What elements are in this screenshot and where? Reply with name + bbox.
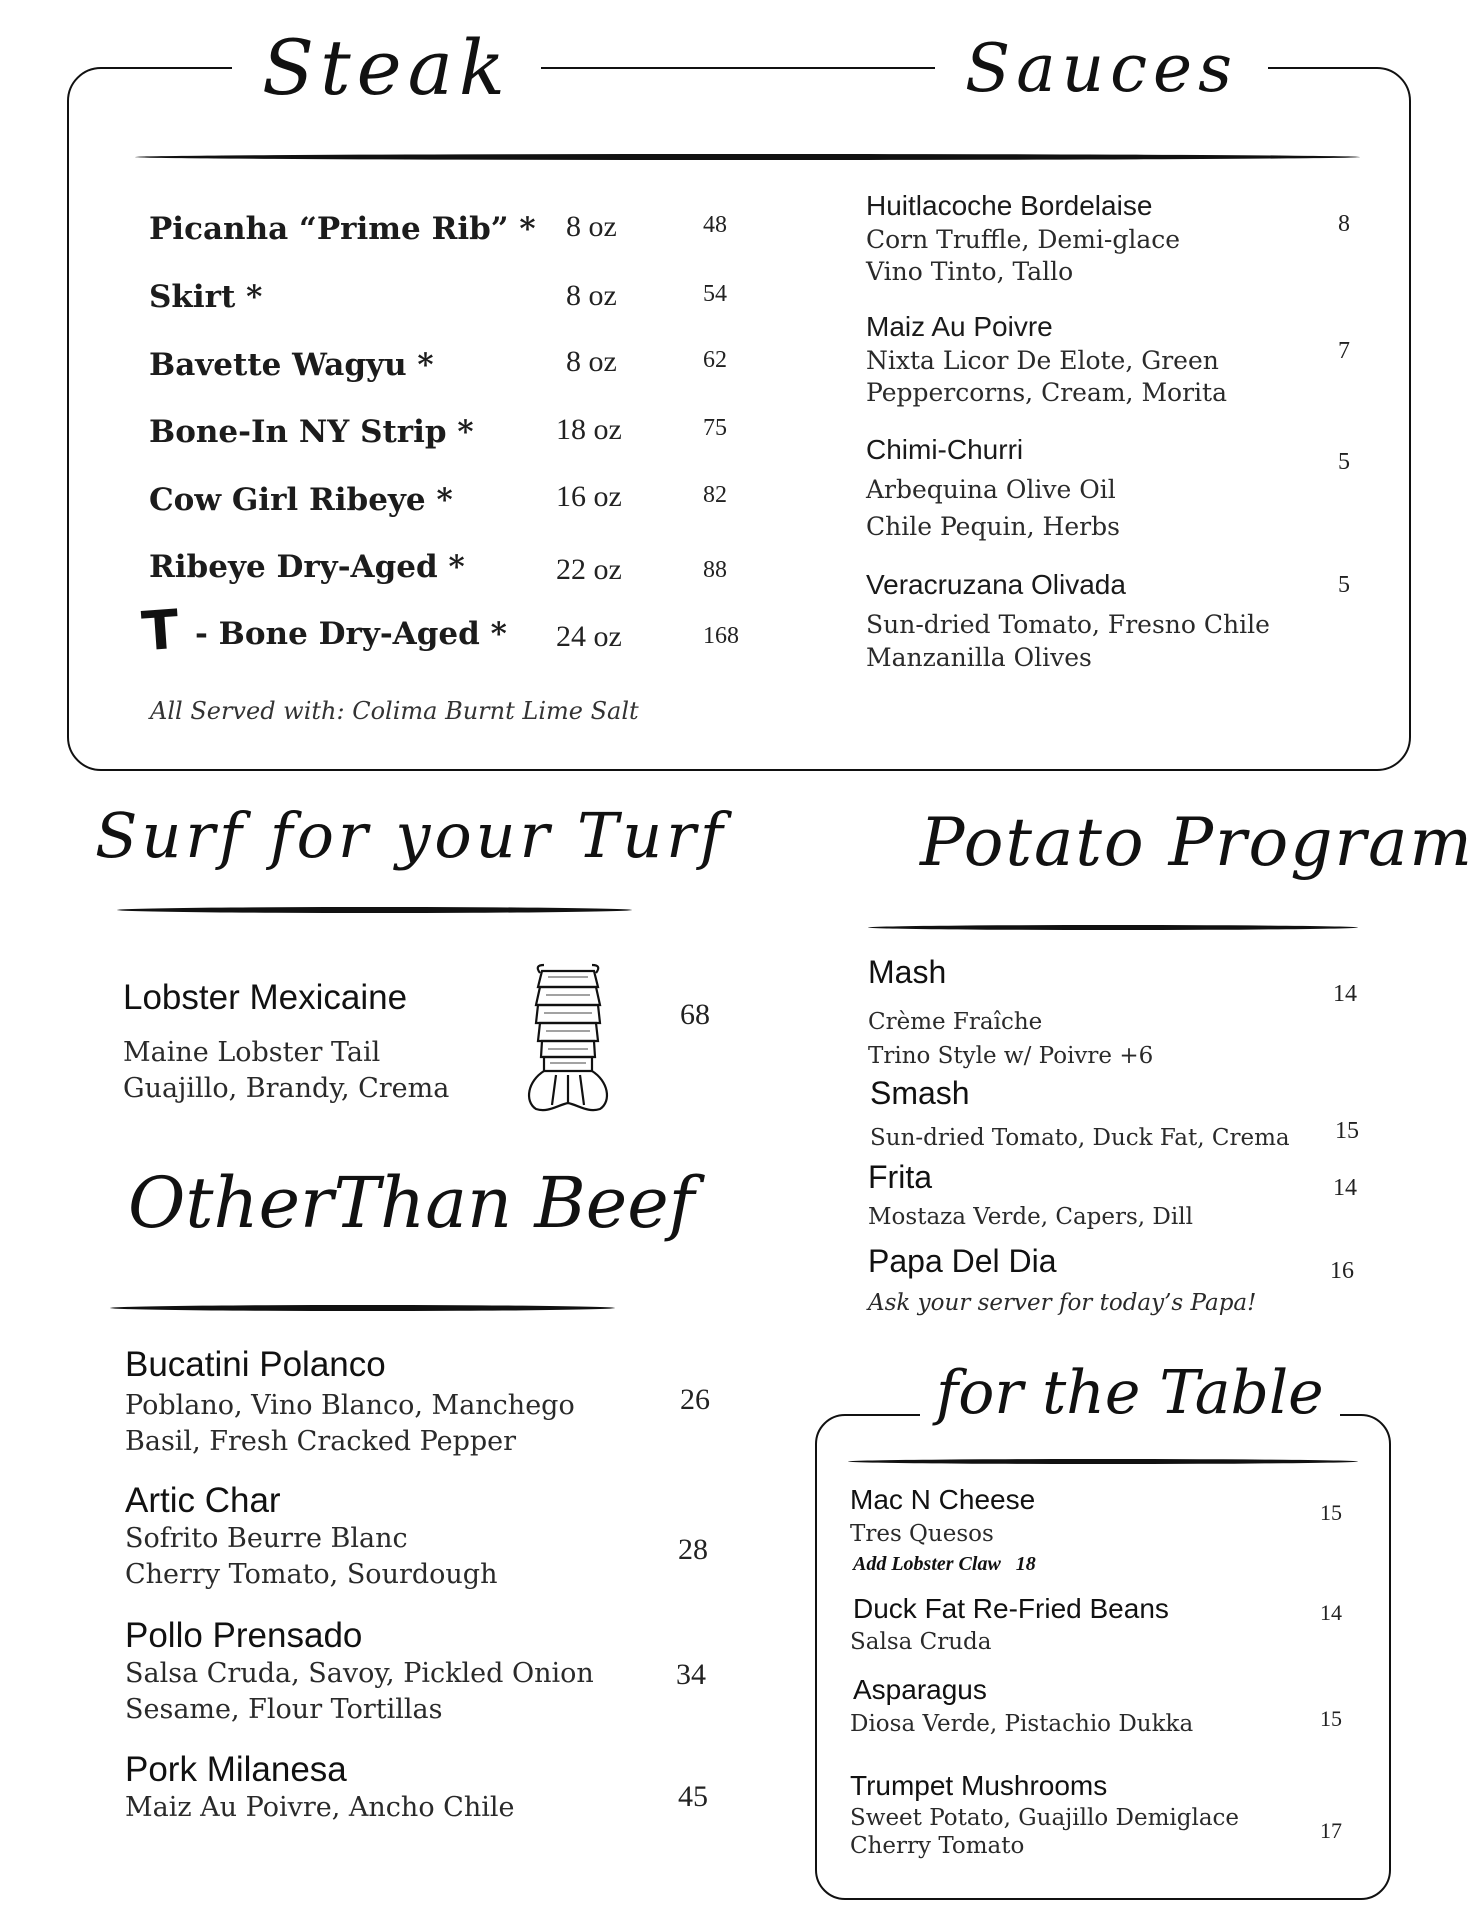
steak-item-name: Bavette Wagyu * [149,347,434,383]
table-item-price: 14 [1320,1600,1342,1625]
other-item-desc: Sesame, Flour Tortillas [125,1694,443,1725]
other-item-desc: Maiz Au Poivre, Ancho Chile [125,1792,515,1823]
potato-item-desc: Trino Style w/ Poivre +6 [868,1043,1154,1069]
table-item-price: 17 [1320,1818,1342,1843]
other-item-desc: Salsa Cruda, Savoy, Pickled Onion [125,1658,594,1689]
sauce-item-desc: Nixta Licor De Elote, Green [866,346,1219,375]
sauce-item-desc: Vino Tinto, Tallo [866,257,1074,286]
sauce-item-price: 8 [1338,211,1350,237]
sauce-item-price: 5 [1338,449,1350,475]
potato-item-price: 14 [1333,1175,1357,1201]
potato-item-desc: Mostaza Verde, Capers, Dill [868,1204,1193,1230]
steak-item-size: 8 oz [566,210,617,243]
potato-title: Potato Program [920,804,1475,881]
sauce-item-name: Chimi-Churri [866,434,1024,465]
steak-item-name: Ribeye Dry-Aged * [149,549,465,585]
steak-note: All Served with: Colima Burnt Lime Salt [150,697,639,725]
potato-item-price: 15 [1335,1118,1359,1144]
steak-item-price: 54 [703,281,727,307]
potato-item-name: Frita [868,1159,932,1195]
other-item-price: 34 [676,1658,706,1691]
potato-item-name: Papa Del Dia [868,1243,1057,1279]
surf-item-price: 68 [680,998,710,1031]
steak-title: Steak [232,30,541,106]
table-item-desc: Sweet Potato, Guajillo Demiglace [850,1805,1240,1831]
other-item-name: Artic Char [125,1481,281,1520]
other-item-name: Pollo Prensado [125,1616,363,1655]
potato-item-name: Smash [870,1075,970,1111]
sauce-item-desc: Peppercorns, Cream, Morita [866,378,1227,407]
sauces-title: Sauces [935,36,1268,102]
steak-item-name: Bone-In NY Strip * [149,414,474,450]
sauce-item-desc: Manzanilla Olives [866,643,1092,672]
other-item-price: 28 [678,1533,708,1566]
table-item-name: Asparagus [853,1674,987,1705]
other-item-desc: Basil, Fresh Cracked Pepper [125,1426,517,1457]
sauce-item-name: Huitlacoche Bordelaise [866,190,1153,221]
table-item-desc: Salsa Cruda [850,1629,992,1655]
other-item-name: Bucatini Polanco [125,1345,386,1384]
sauce-item-desc: Chile Pequin, Herbs [866,512,1120,541]
steak-item-price: 48 [703,212,727,238]
table-item-name: Trumpet Mushrooms [850,1770,1108,1801]
table-item-price: 15 [1320,1706,1342,1731]
steak-item-name: - Bone Dry-Aged * [195,616,507,652]
table-divider [848,1459,1358,1464]
steak-item-size: 16 oz [556,480,622,513]
t-bone-initial: T [139,597,181,664]
surf-divider [117,907,632,913]
surf-item-desc: Guajillo, Brandy, Crema [123,1073,450,1104]
other-item-name: Pork Milanesa [125,1750,347,1789]
steak-item-size: 24 oz [556,620,622,653]
potato-divider [868,925,1358,930]
surf-title: Surf for your Turf [95,799,727,872]
sauce-item-price: 5 [1338,572,1350,598]
potato-item-name: Mash [868,954,947,990]
potato-item-price: 16 [1330,1258,1354,1284]
steak-item-size: 22 oz [556,553,622,586]
table-item-price: 15 [1320,1500,1342,1525]
table-item-addon: Add Lobster Claw 18 [853,1553,1036,1575]
table-item-desc: Cherry Tomato [850,1833,1025,1859]
sauce-item-name: Veracruzana Olivada [866,569,1126,600]
steak-item-size: 18 oz [556,413,622,446]
other-item-desc: Poblano, Vino Blanco, Manchego [125,1390,575,1421]
table-title: for the Table [920,1363,1340,1423]
table-item-name: Duck Fat Re-Fried Beans [853,1593,1169,1624]
steak-item-price: 168 [703,623,739,649]
steak-item-price: 82 [703,482,727,508]
steak-item-name: Skirt * [149,279,263,315]
steak-item-price: 62 [703,347,727,373]
surf-item-name: Lobster Mexicaine [123,978,408,1017]
table-item-name: Mac N Cheese [850,1484,1036,1515]
steak-item-name: Cow Girl Ribeye * [149,482,453,518]
table-item-desc: Diosa Verde, Pistachio Dukka [850,1711,1194,1737]
surf-item-desc: Maine Lobster Tail [123,1037,381,1068]
steak-item-price: 75 [703,415,727,441]
other-item-desc: Cherry Tomato, Sourdough [125,1559,498,1590]
steak-item-size: 8 oz [566,279,617,312]
other-divider [110,1305,615,1311]
steak-item-name: Picanha “Prime Rib” * [149,211,536,247]
potato-item-desc: Sun-dried Tomato, Duck Fat, Crema [870,1125,1290,1151]
lobster-tail-icon [518,963,618,1113]
sauce-item-desc: Sun-dried Tomato, Fresno Chile [866,610,1270,639]
sauce-item-desc: Arbequina Olive Oil [866,475,1116,504]
potato-item-desc: Crème Fraîche [868,1009,1043,1035]
sauce-item-price: 7 [1338,338,1350,364]
steak-divider [135,154,1360,160]
table-item-desc: Tres Quesos [850,1521,994,1547]
steak-item-size: 8 oz [566,345,617,378]
sauce-item-name: Maiz Au Poivre [866,311,1053,342]
other-title: OtherThan Beef [128,1162,695,1244]
other-item-desc: Sofrito Beurre Blanc [125,1523,408,1554]
other-item-price: 26 [680,1383,710,1416]
other-item-price: 45 [678,1780,708,1813]
steak-item-price: 88 [703,557,727,583]
potato-item-price: 14 [1333,981,1357,1007]
potato-item-desc: Ask your server for today’s Papa! [868,1290,1257,1316]
sauce-item-desc: Corn Truffle, Demi-glace [866,225,1181,254]
